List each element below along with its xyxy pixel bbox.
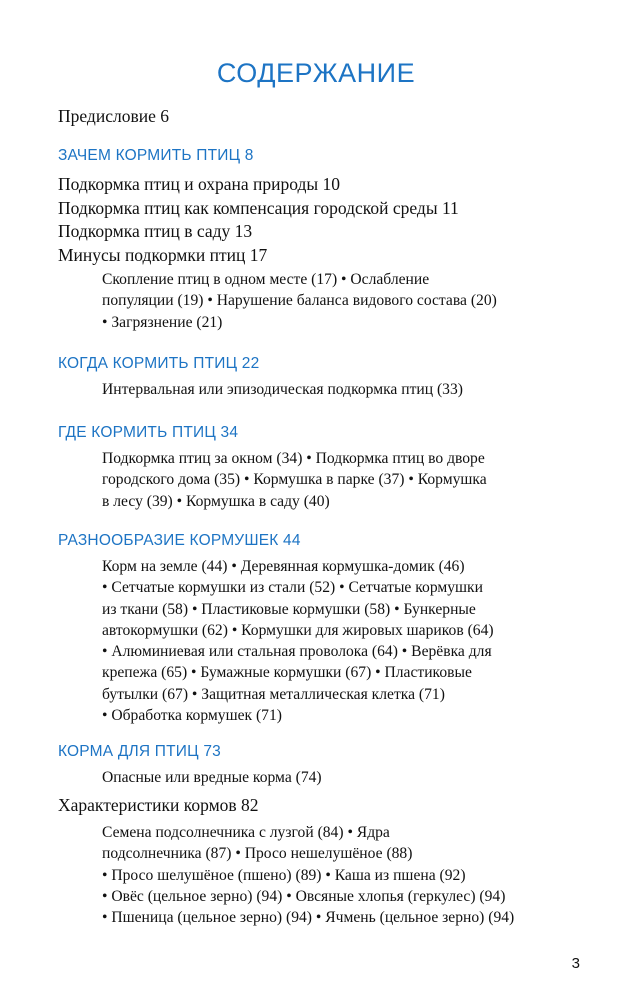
toc-entry: Подкормка птиц в саду 13 (58, 221, 253, 241)
subentry-line: подсолнечника (87) • Просо нешелушёное (88) (102, 845, 413, 863)
toc-subentries (102, 556, 494, 726)
subentry-line: Семена подсолнечника с лузгой (84) • Ядра (102, 824, 390, 841)
subentry-line: в лесу (39) • Кормушка в саду (40) (102, 492, 330, 510)
subentry-line: • Пшеница (цельное зерно) (94) • Ячмень (цельное зерно) (94) (102, 909, 515, 927)
subentry-line: автокормушки (62) • Кормушки для жировых шариков (64) (102, 621, 494, 639)
subentry-line: Подкормка птиц за окном (34) • Подкормка птиц во дворе (102, 450, 485, 467)
toc-subentries (102, 767, 322, 788)
toc-entry: Минусы подкормки птиц 17 (58, 245, 268, 265)
subentry-line: Опасные или вредные корма (74) (102, 769, 322, 786)
subentry-line: из ткани (58) • Пластиковые кормушки (58) • Бункерные (102, 600, 476, 618)
toc-subentries (102, 448, 487, 512)
section-heading-why: ЗАЧЕМ КОРМИТЬ ПТИЦ 8 (58, 147, 254, 164)
subentry-line: Интервальная или эпизодическая подкормка птиц (33) (102, 381, 463, 398)
subentry-line: бутылки (67) • Защитная металлическая клетка (71) (102, 685, 445, 703)
toc-entry-preface: Предисловие 6 (58, 106, 169, 126)
subentry-line: крепежа (65) • Бумажные кормушки (67) • Пластиковые (102, 664, 472, 682)
subentry-line: популяции (19) • Нарушение баланса видового состава (20) (102, 292, 497, 310)
subentry-line: городского дома (35) • Кормушка в парке (37) • Кормушка (102, 471, 487, 489)
subentry-line: • Овёс (цельное зерно) (94) • Овсяные хлопья (геркулес) (94) (102, 887, 506, 905)
subentry-line: • Сетчатые кормушки из стали (52) • Сетчатые кормушки (102, 579, 483, 597)
toc-subentries (102, 379, 463, 400)
subentry-line: • Алюминиевая или стальная проволока (64) • Верёвка для (102, 643, 492, 661)
page-title: СОДЕРЖАНИЕ (216, 58, 416, 88)
toc-entry: Подкормка птиц и охрана природы 10 (58, 174, 341, 194)
subentry-line: • Загрязнение (21) (102, 313, 223, 331)
toc-entry: Подкормка птиц как компенсация городской среды 11 (58, 198, 459, 218)
section-heading-where: ГДЕ КОРМИТЬ ПТИЦ 34 (58, 424, 239, 441)
subentry-line: Скопление птиц в одном месте (17) • Ослабление (102, 271, 430, 288)
page-number: 3 (571, 955, 580, 972)
subentry-line: • Обработка кормушек (71) (102, 707, 282, 725)
section-heading-feeders: РАЗНООБРАЗИЕ КОРМУШЕК 44 (58, 532, 301, 549)
subentry-line: • Просо шелушёное (пшено) (89) • Каша из пшена (92) (102, 866, 466, 884)
section-heading-when: КОГДА КОРМИТЬ ПТИЦ 22 (58, 355, 260, 372)
toc-subentries (102, 822, 514, 928)
toc-entry: Характеристики кормов 82 (58, 795, 259, 815)
subentry-line: Корм на земле (44) • Деревянная кормушка-домик (46) (102, 558, 465, 575)
toc-subentries (102, 269, 497, 333)
section-heading-food: КОРМА ДЛЯ ПТИЦ 73 (58, 743, 221, 760)
